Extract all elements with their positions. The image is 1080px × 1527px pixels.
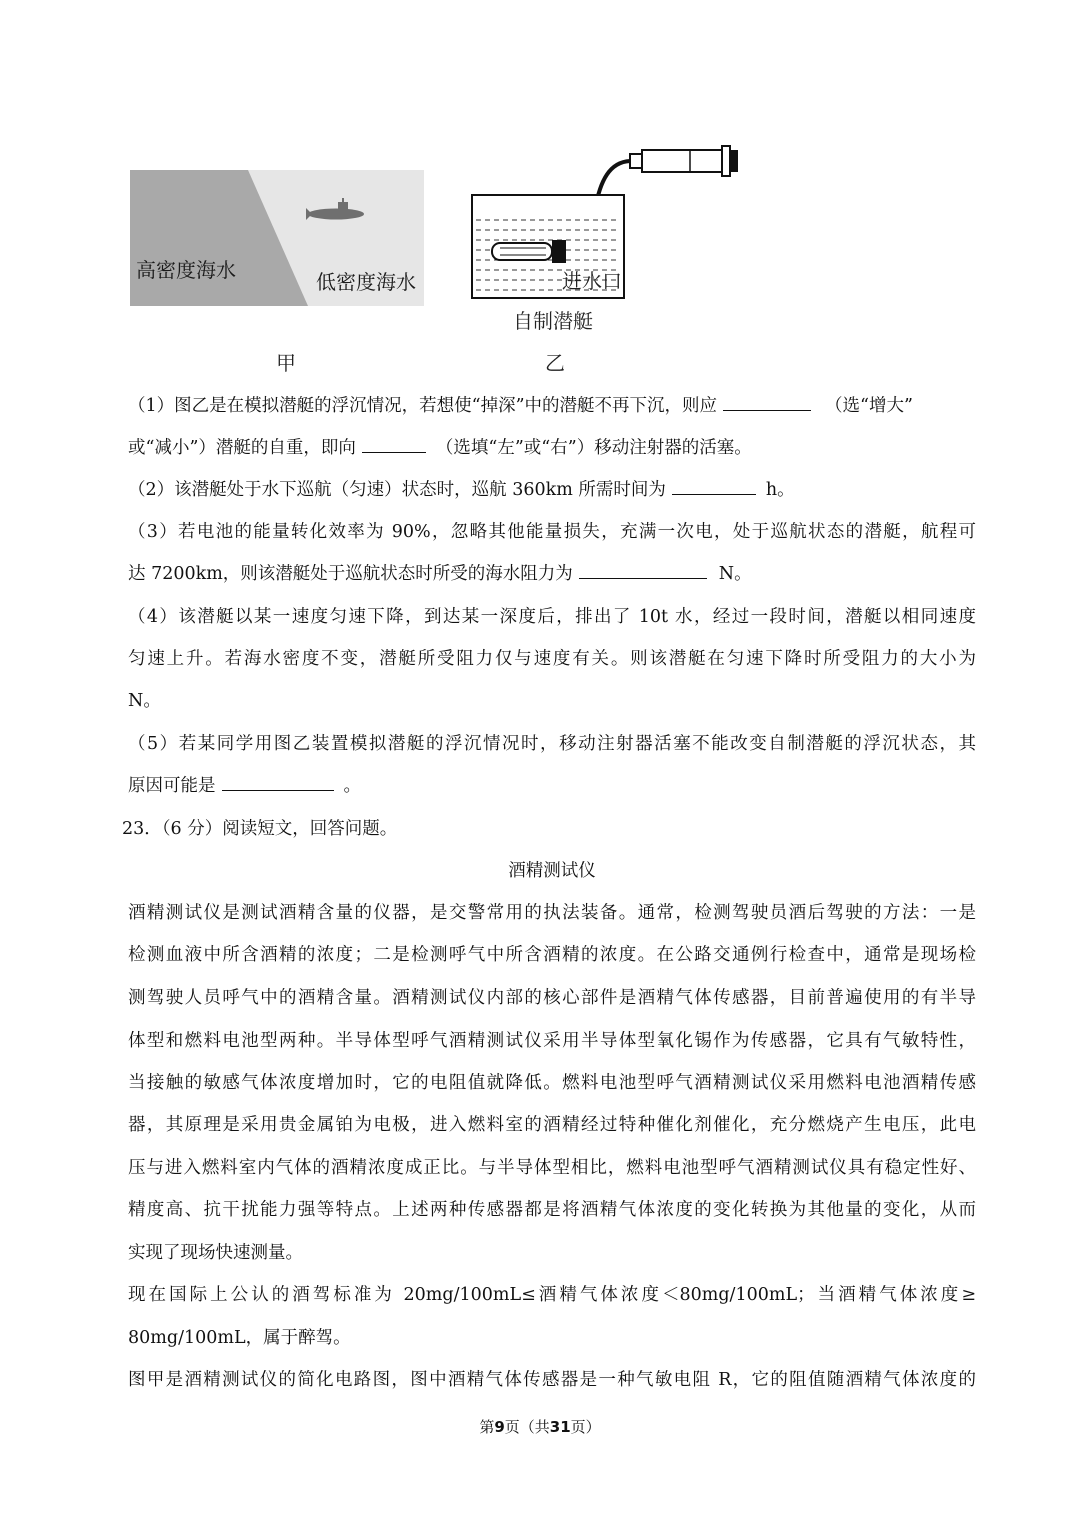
model-submarine-icon bbox=[492, 240, 566, 263]
q22-part5-blank[interactable] bbox=[222, 774, 334, 791]
q22-part1-line2: 或“减小”）潜艇的自重，即向 （选填“左”或“右”）移动注射器的活塞。 bbox=[128, 438, 752, 458]
page-footer: 第9页（共31页） bbox=[479, 1418, 601, 1436]
label-water-inlet: 进水口 bbox=[562, 269, 622, 293]
q23-para-line: 当接触的敏感气体浓度增加时，它的电阻值就降低。燃料电池型呼气酒精测试仪采用燃料电池酒精传感 bbox=[128, 1073, 976, 1093]
label-low-density: 低密度海水 bbox=[316, 270, 416, 294]
q23-para-line: 精度高、抗干扰能力强等特点。上述两种传感器都是将酒精气体浓度的变化转换为其他量的变化，从而 bbox=[128, 1200, 976, 1220]
q23-heading: 23．（6 分）阅读短文，回答问题。 bbox=[122, 819, 398, 839]
label-high-density: 高密度海水 bbox=[136, 258, 236, 282]
q23-standard-line2: 80mg/100mL，属于醉驾。 bbox=[128, 1328, 351, 1348]
figure-jia bbox=[130, 170, 424, 306]
q22-part2-blank[interactable] bbox=[672, 478, 756, 495]
q22-part3-line2: 达 7200km，则该潜艇处于巡航状态时所受的海水阻力为 N。 bbox=[128, 564, 752, 584]
caption-jia: 甲 bbox=[276, 351, 296, 375]
q22-part1-line1: （1）图乙是在模拟潜艇的浮沉情况，若想使“掉深”中的潜艇不再下沉，则应 （选“增大” bbox=[128, 396, 913, 416]
q23-para-line-end: 实现了现场快速测量。 bbox=[128, 1243, 303, 1263]
q22-part4-line3: N。 bbox=[128, 691, 161, 711]
q22-part4-line2: 匀速上升。若海水密度不变，潜艇所受阻力仅与速度有关。则该潜艇在匀速下降时所受阻力的大小为 bbox=[128, 649, 976, 669]
q22-part3-blank[interactable] bbox=[579, 562, 707, 579]
q23-standard-line1: 现在国际上公认的酒驾标准为 20mg/100mL≤酒精气体浓度＜80mg/100mL；当酒精气体浓度≥ bbox=[128, 1285, 976, 1305]
syringe-icon bbox=[630, 146, 738, 176]
q23-para-line: 体型和燃料电池型两种。半导体型呼气酒精测试仪采用半导体型氧化锡作为传感器，它具有气敏特性， bbox=[128, 1031, 976, 1051]
q23-para-line: 测驾驶人员呼气中的酒精含量。酒精测试仪内部的核心部件是酒精气体传感器，目前普遍使用的有半导 bbox=[128, 988, 976, 1008]
q22-part5-line1: （5）若某同学用图乙装置模拟潜艇的浮沉情况时，移动注射器活塞不能改变自制潜艇的浮沉状态，其 bbox=[128, 734, 976, 754]
q23-para-line: 器，其原理是采用贵金属铂为电极，进入燃料室的酒精经过特种催化剂催化，充分燃烧产生电压，此电 bbox=[128, 1115, 976, 1135]
q22-part4-line1: （4）该潜艇以某一速度匀速下降，到达某一深度后，排出了 10t 水，经过一段时间，潜艇以相同速度 bbox=[128, 607, 976, 627]
figure-yi bbox=[470, 140, 760, 302]
q23-article-title: 酒精测试仪 bbox=[508, 861, 596, 881]
q22-part1-blank2[interactable] bbox=[362, 436, 426, 453]
q22-part5-line2: 原因可能是 。 bbox=[128, 776, 361, 796]
q23-para-line: 酒精测试仪是测试酒精含量的仪器，是交警常用的执法装备。通常，检测驾驶员酒后驾驶的方法：一是 bbox=[128, 903, 976, 923]
q23-circuit-line: 图甲是酒精测试仪的简化电路图，图中酒精气体传感器是一种气敏电阻 R，它的阻值随酒精气体浓度的 bbox=[128, 1370, 976, 1390]
q22-part3-line1: （3）若电池的能量转化效率为 90%，忽略其他能量损失，充满一次电，处于巡航状态的潜艇，航程可 bbox=[128, 522, 976, 542]
page-total: 31 bbox=[549, 1418, 571, 1436]
q22-part2: （2）该潜艇处于水下巡航（匀速）状态时，巡航 360km 所需时间为 h。 bbox=[128, 480, 795, 500]
caption-yi: 乙 bbox=[545, 351, 565, 375]
q22-part1-blank1[interactable] bbox=[723, 394, 811, 411]
q23-para-line: 检测血液中所含酒精的浓度；二是检测呼气中所含酒精的浓度。在公路交通例行检查中，通常是现场检 bbox=[128, 945, 976, 965]
label-homemade-submarine: 自制潜艇 bbox=[513, 309, 593, 333]
q23-para-line: 压与进入燃料室内气体的酒精浓度成正比。与半导体型相比，燃料电池型呼气酒精测试仪具有稳定性好、 bbox=[128, 1158, 976, 1178]
page-number: 9 bbox=[494, 1418, 505, 1436]
